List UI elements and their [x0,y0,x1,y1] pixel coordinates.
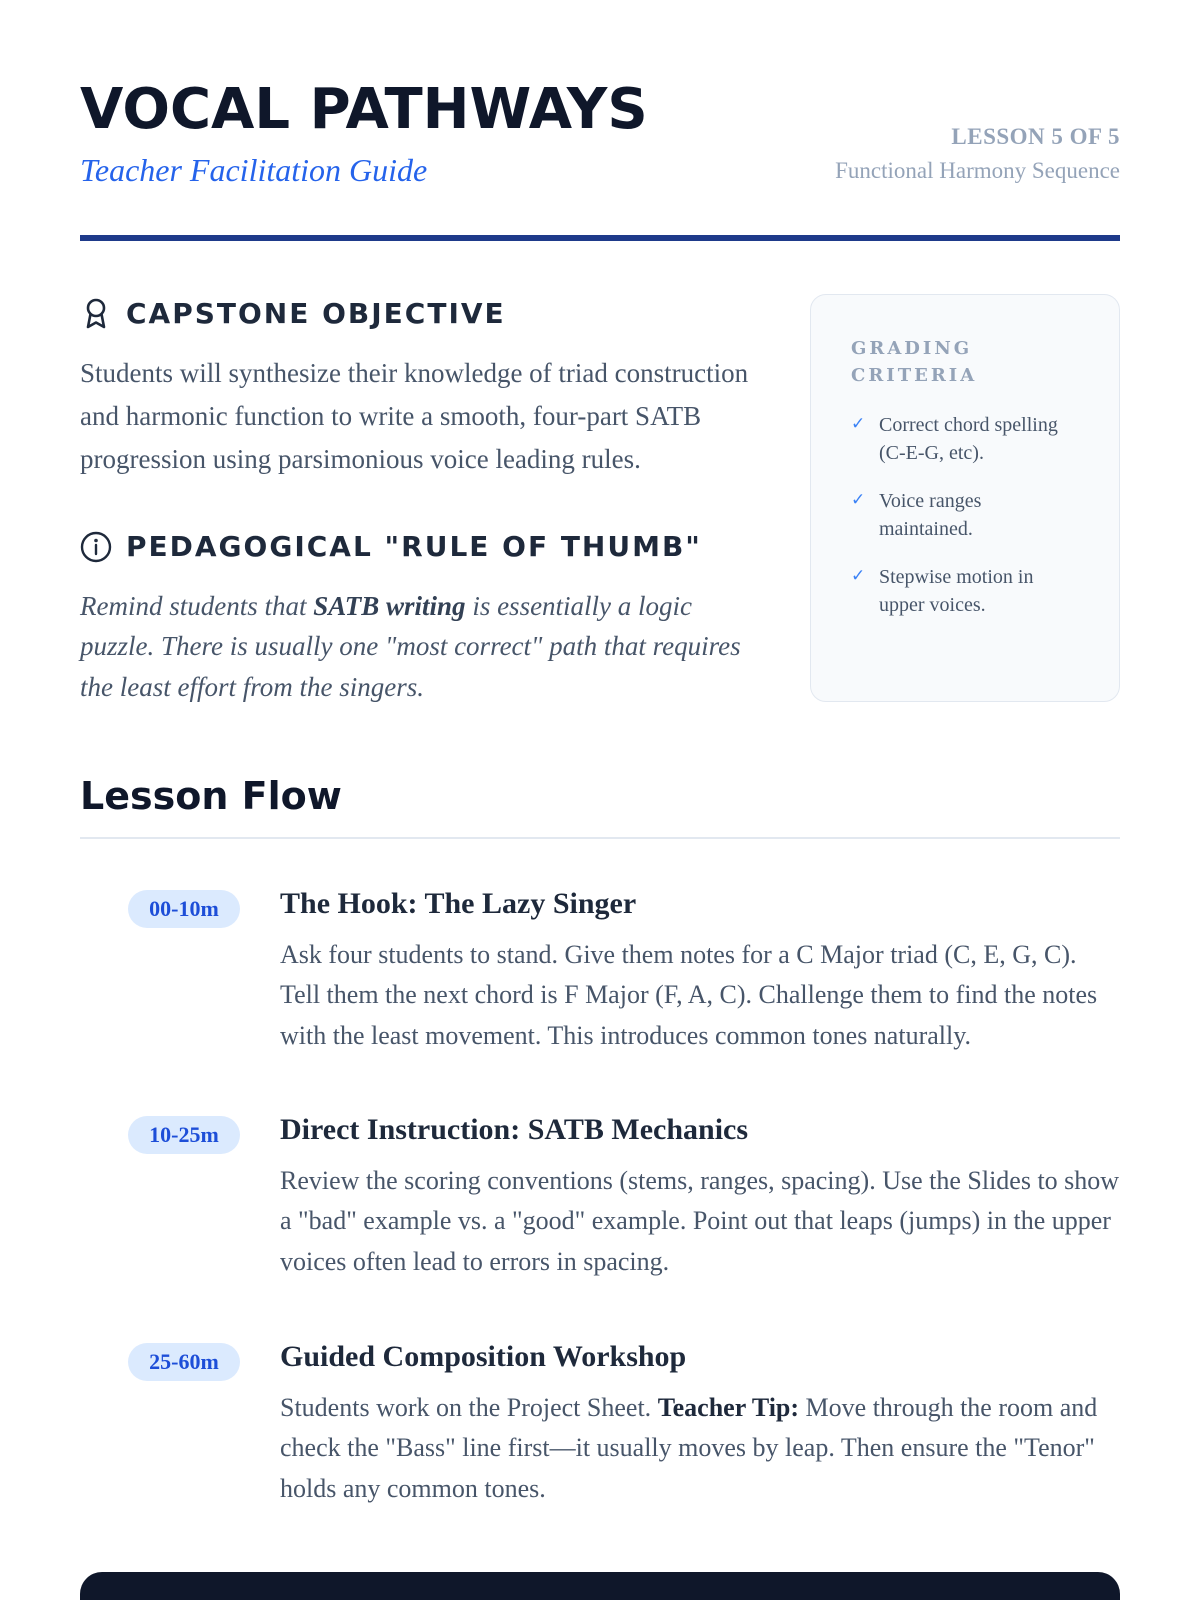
check-icon: ✓ [851,566,866,586]
capstone-objective-text: Students will synthesize their knowledge of triad construction and harmonic function to write a smooth, four-part SATB progression using parsimonious voice leading rules. [80,358,749,475]
info-circle-icon [80,530,112,564]
page-title: VOCAL PATHWAYS [80,77,648,142]
lesson-step-body [280,884,1120,1056]
grading-criterion [851,563,1079,619]
grading-criteria-title: GRADING CRITERIA [851,338,978,386]
lesson-meta [835,124,1120,184]
grading-criteria-card [810,294,1120,702]
page-header [80,78,1120,238]
capstone-objective-heading-text: CAPSTONE OBJECTIVE [126,296,506,330]
capstone-objective-heading [80,296,760,330]
page-subtitle: Teacher Facilitation Guide [80,152,428,188]
lesson-step-text: Ask four students to stand. Give them notes for a C Major triad (C, E, G, C). Tell them the next chord is F Major (F, A, C). Challenge them to find the notes with the least movement. This introduces common tones naturally. [280,940,1098,1050]
lesson-step-title: The Hook: The Lazy Singer [280,887,637,920]
grading-criterion [851,411,1079,467]
objective-column [80,296,760,707]
lesson-step-title: Direct Instruction: SATB Mechanics [280,1113,749,1146]
rule-of-thumb-emphasis: SATB writing [313,590,466,621]
lesson-step-text: Review the scoring conventions (stems, ranges, spacing). Use the Slides to show a "bad" example vs. a "good" example. Point out that leaps (jumps) in the upper voices often lead to errors in spacing. [280,1166,1120,1276]
time-badge: 25-60m [128,1343,240,1381]
lesson-sequence: Functional Harmony Sequence [835,158,1120,183]
grading-criterion [851,487,1079,543]
grading-criterion-text: Stepwise motion in upper voices. [879,566,1034,616]
check-icon: ✓ [851,490,866,510]
lesson-step-body [280,1337,1120,1509]
rule-of-thumb-text: Remind students that SATB writing is essentially a logic puzzle. There is usually one "most correct" path that requires the least effort from the singers. [80,590,741,702]
lesson-guide-page [80,0,1120,1600]
header-divider [80,235,1120,241]
check-icon: ✓ [851,414,866,434]
rule-of-thumb-heading [80,530,760,564]
grading-criterion-text: Voice ranges maintained. [879,490,982,540]
lesson-step-text: Students work on the Project Sheet. Teacher Tip: Move through the room and check the "Bass" line first—it usually moves by leap. Then ensure the "Tenor" holds any common tones. [280,1393,1098,1503]
rule-of-thumb-heading-text: PEDAGOGICAL "RULE OF THUMB" [126,530,702,564]
grading-criterion-text: Correct chord spelling (C-E-G, etc). [879,414,1058,464]
footer-bar [80,1572,1120,1600]
lesson-step-body [280,1110,1120,1282]
lesson-step-title: Guided Composition Workshop [280,1340,687,1373]
teacher-tip-label: Teacher Tip: [657,1393,800,1422]
time-badge: 10-25m [128,1116,240,1154]
lesson-flow-divider [80,837,1120,839]
time-badge: 00-10m [128,890,240,928]
lesson-flow-title: Lesson Flow [80,774,342,818]
lesson-number: LESSON 5 OF 5 [951,124,1120,149]
award-ribbon-icon [80,296,112,330]
grading-criteria-list [851,411,1079,619]
